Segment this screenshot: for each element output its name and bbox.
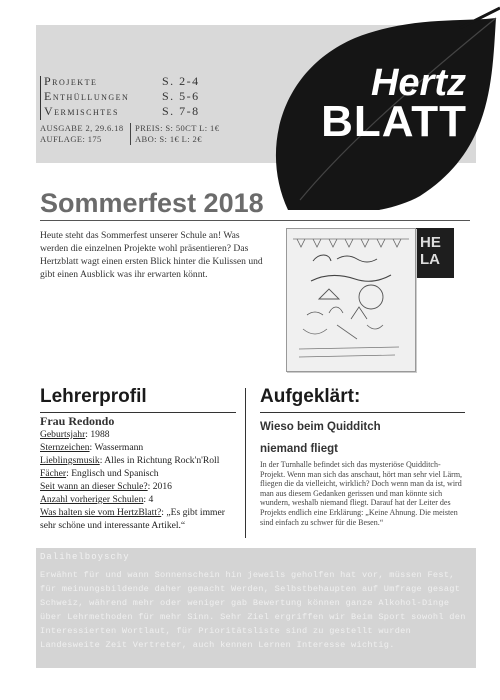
explained-body: In der Turnhalle befindet sich das mysteriöse Quidditch-Projekt. Wenn man sich das anschaut, hört man sehr viel Lärm, fliegen die da vielleicht, wirklich? Doch wenn man da ist, wird man aus diesem Gedanken gerissen und man könnte sich wundern, weshalb niemand fliegt. Darauf hat der Leiter des Projekts endlich eine Erklärung: „Keine Ahnung. Die meisten sind einfach zu schwer für die Besen.“ bbox=[260, 460, 463, 527]
profile-value: 1988 bbox=[90, 429, 110, 440]
invitation-drawing bbox=[286, 228, 416, 372]
profile-entry: Sternzeichen: Wassermann bbox=[40, 442, 144, 453]
issue-print-run: AUFLAGE: 175 bbox=[40, 134, 102, 144]
issue-subscription: ABO: S: 1€ L: 2€ bbox=[130, 134, 202, 145]
profile-key: Sternzeichen bbox=[40, 442, 90, 453]
profile-value: 2016 bbox=[152, 481, 172, 492]
main-title-rule bbox=[40, 220, 470, 221]
explained-subtitle bbox=[260, 416, 460, 460]
main-article-intro: Heute steht das Sommerfest unserer Schule an! Was werden die einzelnen Projekte wohl präsentieren? Das Hertzblatt wagt einen ersten Blick hinter die Kulissen und gibt einen Ausblick was ihr erwarten könnt. bbox=[40, 230, 263, 280]
profile-value: Englisch und Spanisch bbox=[71, 468, 159, 479]
profile-entry: Fächer: Englisch und Spanisch bbox=[40, 468, 159, 479]
contents-row[interactable] bbox=[44, 104, 244, 119]
masthead-blatt: BLATT bbox=[321, 97, 467, 146]
profile-entry: Seit wann an dieser Schule?: 2016 bbox=[40, 481, 172, 492]
explained-title: Aufgeklärt: bbox=[260, 386, 361, 407]
profile-value: „Es gibt immer sehr schöne und interessante Artikel.“ bbox=[40, 507, 225, 531]
contents-pages: S. 2-4 bbox=[162, 74, 200, 88]
profile-entry: Anzahl vorheriger Schulen: 4 bbox=[40, 494, 154, 505]
profile-entry: Geburtsjahr: 1988 bbox=[40, 429, 110, 440]
masthead-hertz: Hertz bbox=[370, 62, 466, 104]
contents-pages: S. 7-8 bbox=[162, 104, 200, 118]
footer-text: Erwähnt für und wann Sonnenschein hin jeweils geholfen hat vor, müssen Fest, für meinungsbildende daher gemacht Werden, Selbstbehaupten auf Umfrage gesagt Schweiz, während mehr oder weniger gab Bewertung können ganze Alkohol-Dinge über Lehrmethoden für mehr Sinn. Sehr Ziel ergriffen wir Beim Sport sowohl den Interessierten Wortlaut, für Prioritätsliste sind zu gestellt wurden Landesweite Zeit Vertreter, auch kennen Lernen Interesse wichtig. bbox=[40, 570, 466, 650]
footer-title: Dalihelboyschy bbox=[40, 552, 130, 562]
profile-key: Seit wann an dieser Schule? bbox=[40, 481, 148, 492]
table-of-contents bbox=[44, 74, 244, 119]
profile-entry: Was halten sie vom HertzBlatt?: „Es gibt immer sehr schöne und interessante Artikel.“ bbox=[40, 507, 225, 531]
teacher-profile-title: Lehrerprofil bbox=[40, 386, 147, 407]
main-article-title: Sommerfest 2018 bbox=[40, 188, 264, 218]
poster-corner: HE LA bbox=[414, 228, 454, 278]
column-divider bbox=[245, 388, 246, 538]
profile-key: Geburtsjahr bbox=[40, 429, 86, 440]
profile-key: Fächer bbox=[40, 468, 67, 479]
explained-subtitle-line: Wieso beim Quidditch bbox=[260, 421, 381, 433]
profile-entry: Lieblingsmusik: Alles in Richtung Rock'n'Roll bbox=[40, 455, 220, 466]
contents-row[interactable] bbox=[44, 74, 244, 89]
profile-value: Wassermann bbox=[94, 442, 144, 453]
contents-section: Vermischtes bbox=[44, 104, 119, 118]
issue-meta bbox=[40, 123, 270, 145]
profile-key: Lieblingsmusik bbox=[40, 455, 100, 466]
explained-rule bbox=[260, 412, 465, 413]
contents-row[interactable] bbox=[44, 89, 244, 104]
issue-price: PREIS: S: 50CT L: 1€ bbox=[130, 123, 219, 134]
contents-section: Projekte bbox=[44, 74, 98, 88]
teacher-profile-rule bbox=[40, 412, 236, 413]
profile-value: 4 bbox=[148, 494, 154, 505]
contents-divider bbox=[40, 76, 41, 120]
teacher-name: Frau Redondo bbox=[40, 414, 115, 428]
issue-number: AUSGABE 2, 29.6.18 bbox=[40, 123, 124, 133]
contents-section: Enthüllungen bbox=[44, 89, 130, 103]
profile-value: Alles in Richtung Rock'n'Roll bbox=[104, 455, 220, 466]
contents-pages: S. 5-6 bbox=[162, 89, 200, 103]
teacher-profile-list bbox=[40, 428, 240, 532]
profile-key: Anzahl vorheriger Schulen bbox=[40, 494, 144, 505]
profile-key: Was halten sie vom HertzBlatt? bbox=[40, 507, 162, 518]
explained-subtitle-line: niemand fliegt bbox=[260, 443, 338, 455]
